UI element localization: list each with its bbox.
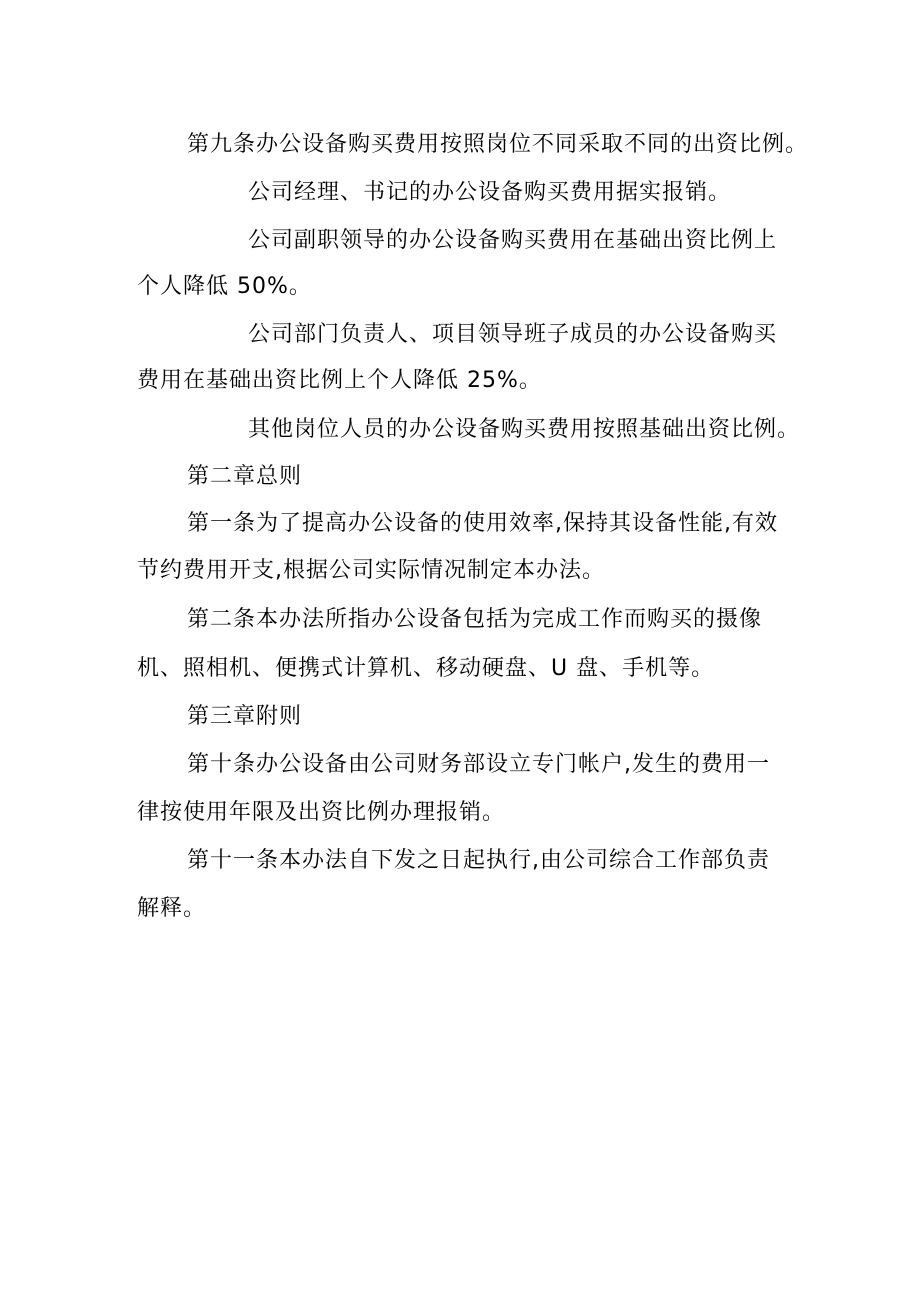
text-line: 第十一条本办法自下发之日起执行,由公司综合工作部负责 <box>187 848 770 873</box>
section-heading: 第三章附则 <box>187 704 303 729</box>
text-line: 第二条本办法所指办公设备包括为完成工作而购买的摄像 <box>187 607 763 632</box>
text-line: 费用在基础出资比例上个人降低 25%。 <box>137 368 542 393</box>
text-line: 公司副职领导的办公设备购买费用在基础出资比例上 <box>248 228 778 253</box>
text-line: 律按使用年限及出资比例办理报销。 <box>137 800 506 825</box>
text-line: 第十条办公设备由公司财务部设立专门帐户,发生的费用一 <box>187 752 770 777</box>
text-line: 节约费用开支,根据公司实际情况制定本办法。 <box>137 558 605 583</box>
text-line: 解释。 <box>137 896 207 921</box>
text-line: 第九条办公设备购买费用按照岗位不同采取不同的出资比例。 <box>187 132 809 157</box>
text-line: 公司经理、书记的办公设备购买费用据实报销。 <box>248 180 732 205</box>
text-line: 个人降低 50%。 <box>137 274 312 299</box>
section-heading: 第二章总则 <box>187 464 303 489</box>
text-line: 机、照相机、便携式计算机、移动硬盘、U 盘、手机等。 <box>137 656 715 681</box>
text-line: 第一条为了提高办公设备的使用效率,保持其设备性能,有效 <box>187 511 778 536</box>
text-line: 其他岗位人员的办公设备购买费用按照基础出资比例。 <box>248 417 801 442</box>
text-line: 公司部门负责人、项目领导班子成员的办公设备购买 <box>248 322 778 347</box>
